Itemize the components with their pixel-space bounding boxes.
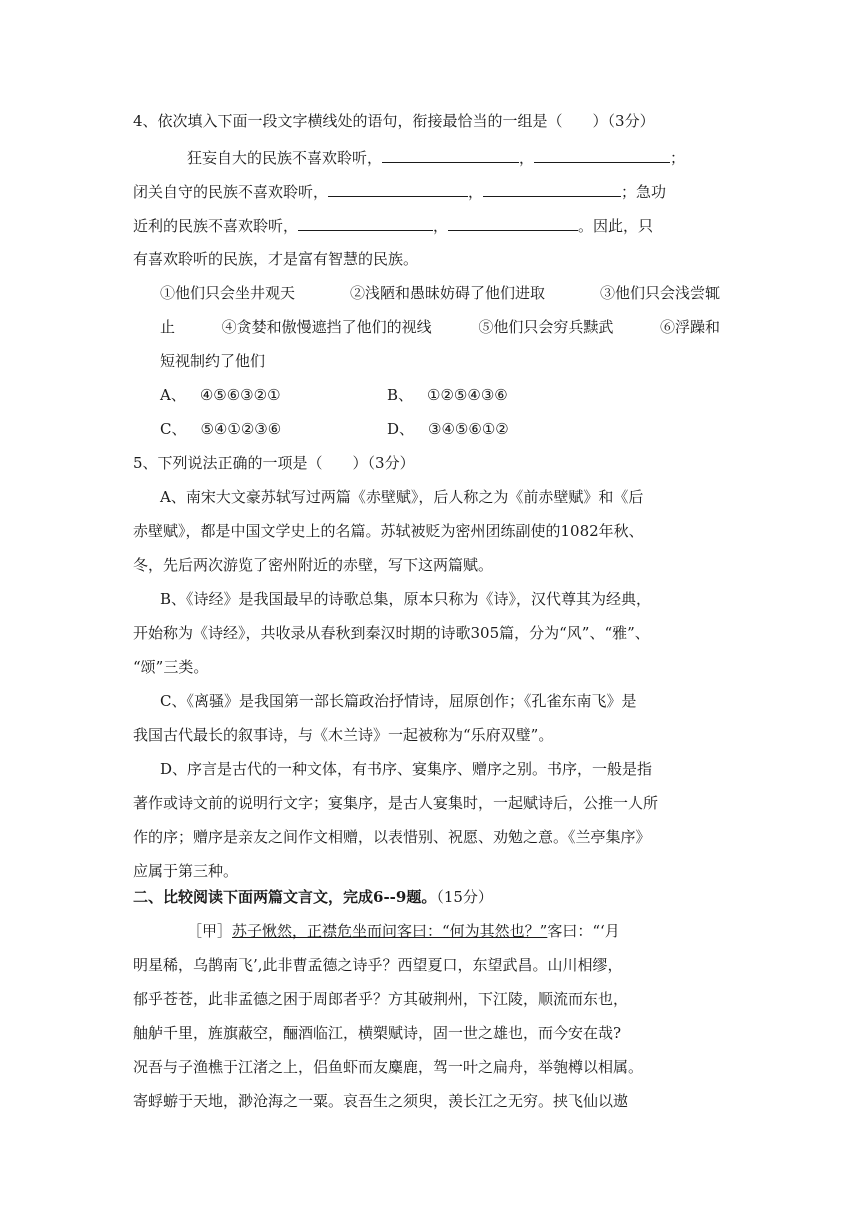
option-value: ⑤④①②③⑥ <box>200 420 282 438</box>
q5-option-c-line: 我国古代最长的叙事诗，与《木兰诗》一起被称为“乐府双璧”。 <box>133 726 554 744</box>
option-value: ③④⑤⑥①② <box>428 420 509 438</box>
q5-option-d-line: D、序言是古代的一种文体，有书序、宴集序、赠序之别。书序，一般是指 <box>160 760 653 778</box>
passage-tag: ［甲］ <box>187 922 233 940</box>
q4-items-line2 <box>160 317 720 337</box>
answer-blank <box>534 147 670 163</box>
q4-item: 止 <box>160 318 176 336</box>
option-label: D、 <box>387 420 415 438</box>
q5-option-b-line: B、《诗经》是我国最早的诗歌总集，原本只称为《诗》，汉代尊其为经典， <box>160 590 652 608</box>
passage-line: 郁乎苍苍，此非孟德之困于周郎者乎？方其破荆州，下江陵，顺流而东也， <box>133 990 629 1008</box>
q4-punct: ， <box>519 149 535 167</box>
answer-blank <box>298 215 433 231</box>
q4-option-a <box>160 385 281 405</box>
q4-item: ③他们只会浅尝辄 <box>599 284 720 302</box>
q5-option-c-line: C、《离骚》是我国第一部长篇政治抒情诗，屈原创作；《孔雀东南飞》是 <box>160 692 637 710</box>
q4-punct: ， <box>433 217 449 235</box>
q4-item: ⑥浮躁和 <box>659 318 720 336</box>
q4-option-c <box>160 419 281 439</box>
q4-punct: ； <box>670 149 686 167</box>
q5-option-b-line: “颂”三类。 <box>133 658 209 676</box>
option-value: ①②⑤④③⑥ <box>427 386 508 404</box>
passage-line: 寄蜉蝣于天地，渺沧海之一粟。哀吾生之须臾，羡长江之无穷。挟飞仙以遨 <box>133 1092 629 1110</box>
section-title: 二、比较阅读下面两篇文言文，完成6--9题。 <box>133 888 437 906</box>
underlined-sentence: 苏子愀然，正襟危坐而问客曰：“何为其然也？” <box>232 922 548 940</box>
q4-item: ⑤他们只会穷兵黩武 <box>478 318 614 336</box>
answer-blank <box>328 181 468 197</box>
q5-option-a-line: A、南宋大文豪苏轼写过两篇《赤壁赋》，后人称之为《前赤壁赋》和《后 <box>160 488 644 506</box>
option-label: A、 <box>160 386 186 404</box>
q4-punct: ， <box>468 183 484 201</box>
q4-item: ④贪婪和傲慢遮挡了他们的视线 <box>221 318 432 336</box>
option-label: C、 <box>160 420 187 438</box>
passage-line: 况吾与子渔樵于江渚之上，侣鱼虾而友麋鹿，驾一叶之扁舟，举匏樽以相属。 <box>133 1058 644 1076</box>
passage-line: 舳舻千里，旌旗蔽空，酾酒临江，横槊赋诗，固一世之雄也，而今安在哉? <box>133 1024 622 1042</box>
q4-passage-line3 <box>133 215 653 236</box>
q4-passage-line1 <box>187 147 685 168</box>
q4-text: 闭关自守的民族不喜欢聆听， <box>133 183 329 201</box>
option-label: B、 <box>387 386 414 404</box>
q4-items-line3: 短视制约了他们 <box>160 352 266 370</box>
answer-blank <box>483 181 621 197</box>
section-heading <box>133 887 493 907</box>
q4-item: ①他们只会坐井观天 <box>160 284 296 302</box>
passage-jia-line <box>187 921 620 941</box>
answer-blank <box>448 215 578 231</box>
q5-option-d-line: 应属于第三种。 <box>133 862 239 880</box>
q4-passage-line4: 有喜欢聆听的民族，才是富有智慧的民族。 <box>133 250 419 268</box>
q5-option-a-line: 赤壁赋》，都是中国文学史上的名篇。苏轼被贬为密州团练副使的1082年秋、 <box>133 522 644 540</box>
q4-items-line1 <box>160 283 720 303</box>
q5-option-d-line: 著作或诗文前的说明行文字；宴集序，是古人宴集时，一起赋诗后，公推一人所 <box>133 794 659 812</box>
q4-option-d <box>387 419 509 439</box>
answer-blank <box>382 147 519 163</box>
q5-option-a-line: 冬，先后两次游览了密州附近的赤壁，写下这两篇赋。 <box>133 556 494 574</box>
q4-text: 。因此，只 <box>578 217 654 235</box>
q4-text: 狂妄自大的民族不喜欢聆听， <box>187 149 383 167</box>
q5-option-d-line: 作的序；赠序是亲友之间作文相赠，以表惜别、祝愿、劝勉之意。《兰亭集序》 <box>133 828 651 846</box>
q4-option-b <box>387 385 508 405</box>
q4-passage-line2 <box>133 181 666 202</box>
q4-item: ②浅陋和愚昧妨碍了他们进取 <box>349 284 545 302</box>
q4-text: ；急功 <box>621 183 667 201</box>
passage-line: 明星稀，乌鹊南飞’,此非曹孟德之诗乎？西望夏口，东望武昌。山川相缪， <box>133 956 623 974</box>
q4-text: 近利的民族不喜欢聆听， <box>133 217 299 235</box>
option-value: ④⑤⑥③②① <box>199 386 281 404</box>
section-score: （15分） <box>436 888 493 906</box>
passage-text: 客曰：“‘月 <box>547 922 620 940</box>
q5-stem: 5、下列说法正确的一项是（ ）（3分） <box>133 454 415 472</box>
q4-stem: 4、依次填入下面一段文字横线处的语句，衔接最恰当的一组是（ ）（3分） <box>133 112 655 130</box>
q5-option-b-line: 开始称为《诗经》，共收录从春秋到秦汉时期的诗歌305篇，分为“风”、“雅”、 <box>133 624 650 642</box>
